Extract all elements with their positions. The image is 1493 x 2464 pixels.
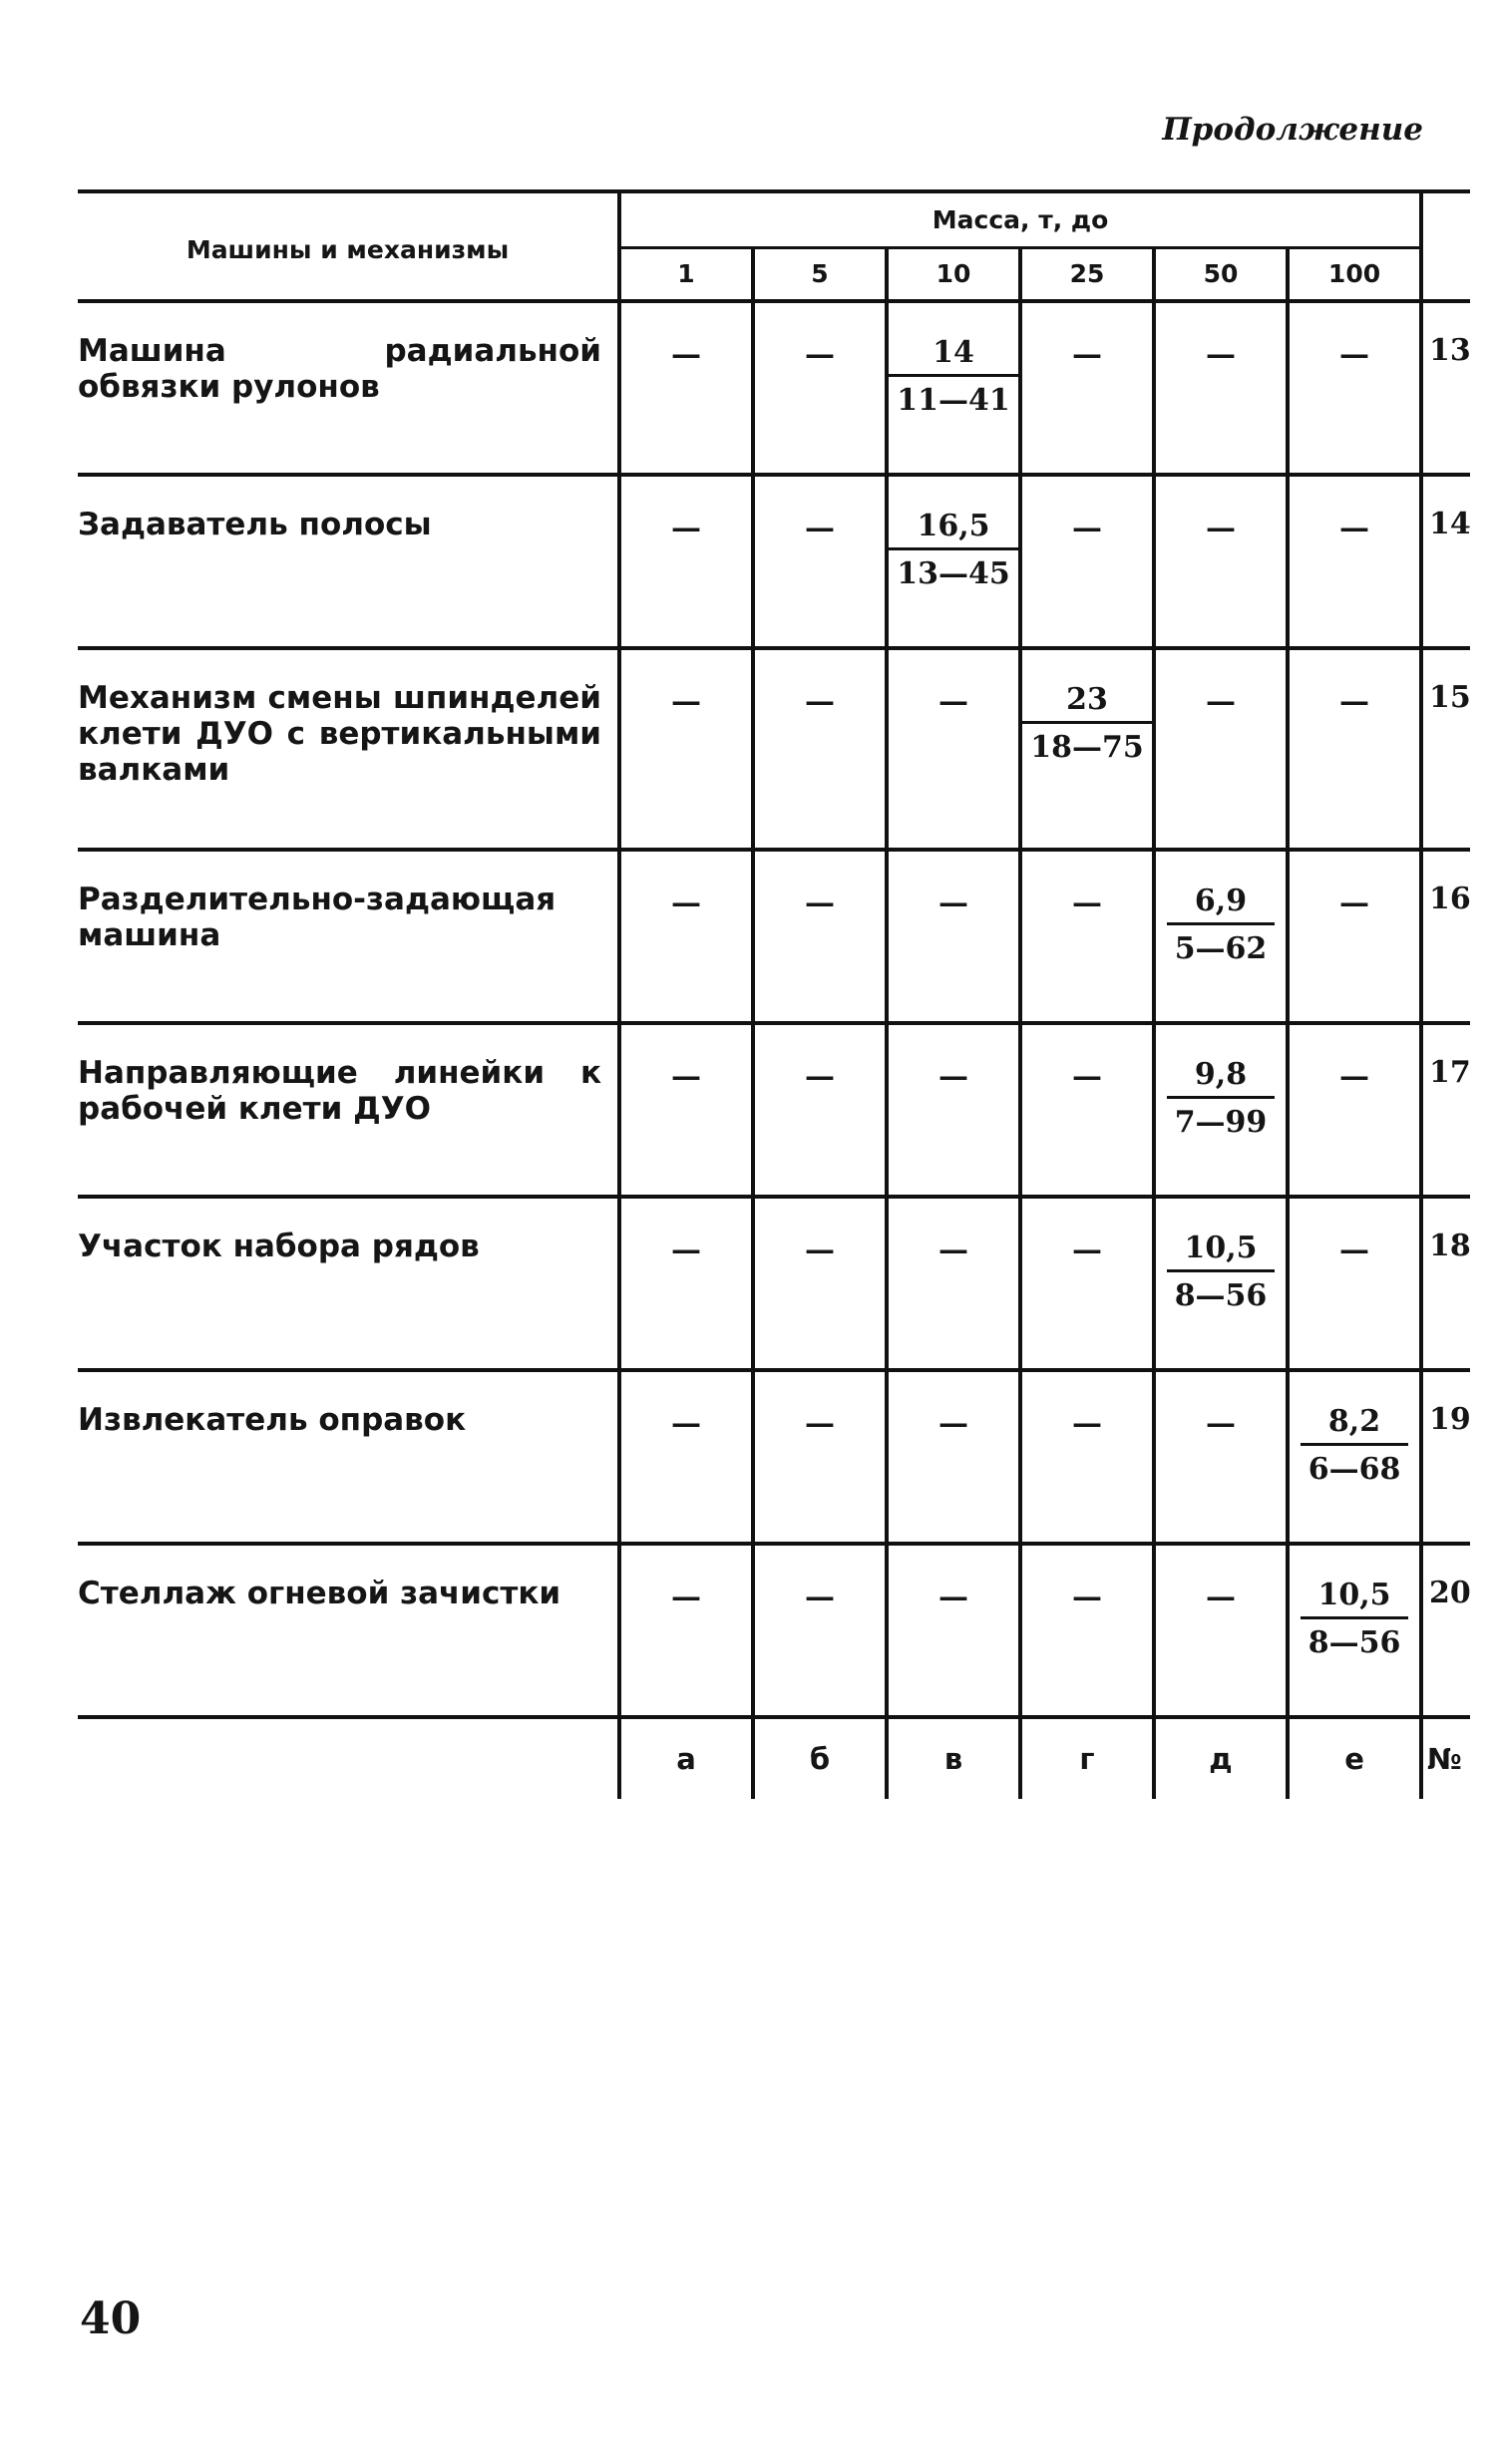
- row-number: 14: [1421, 475, 1470, 648]
- header-machines: Машины и механизмы: [78, 191, 619, 301]
- fraction-numerator: 23: [1022, 682, 1152, 724]
- dash: —: [1339, 1059, 1370, 1094]
- table-row: [78, 301, 1470, 475]
- mass-empty-cell: [753, 1544, 887, 1717]
- mass-empty-cell: [1288, 301, 1421, 475]
- dash: —: [805, 1232, 835, 1267]
- mass-empty-cell: [1288, 648, 1421, 850]
- fraction: [1167, 1231, 1276, 1313]
- mass-fraction-cell: [887, 475, 1020, 648]
- dash: —: [1206, 684, 1236, 719]
- mass-empty-cell: [619, 1544, 753, 1717]
- dash: —: [938, 1232, 968, 1267]
- column-letter: д: [1154, 1717, 1288, 1799]
- mass-fraction-cell: [1154, 1197, 1288, 1370]
- dash: —: [1072, 337, 1102, 372]
- fraction-denominator: 8—56: [1307, 1625, 1401, 1660]
- dash: —: [1206, 511, 1236, 545]
- dash: —: [1339, 684, 1370, 719]
- dash: —: [1072, 511, 1102, 545]
- continuation-heading: Продолжение: [1162, 112, 1423, 148]
- mass-empty-cell: [1020, 1370, 1154, 1544]
- fraction-denominator: 7—99: [1174, 1105, 1268, 1140]
- mass-empty-cell: [887, 1023, 1020, 1197]
- mass-empty-cell: [1020, 1197, 1154, 1370]
- dash: —: [671, 1406, 701, 1441]
- mass-fraction-cell: [1020, 648, 1154, 850]
- mass-empty-cell: [1020, 475, 1154, 648]
- header-mass-col-25: 25: [1020, 247, 1154, 301]
- fraction-denominator: 8—56: [1174, 1278, 1268, 1313]
- mass-empty-cell: [887, 1370, 1020, 1544]
- header-mass-col-1: 1: [619, 247, 753, 301]
- dash: —: [938, 1059, 968, 1094]
- dash: —: [671, 1232, 701, 1267]
- mass-empty-cell: [887, 1544, 1020, 1717]
- mass-fraction-cell: [1288, 1370, 1421, 1544]
- mass-empty-cell: [887, 648, 1020, 850]
- machine-name: Разделительно-задающая машина: [78, 850, 619, 1023]
- machine-name: Механизм смены шпинделей клети ДУО с вертикальными валками: [78, 648, 619, 850]
- header-mass-col-10: 10: [887, 247, 1020, 301]
- mass-empty-cell: [753, 1197, 887, 1370]
- mass-fraction-cell: [1288, 1544, 1421, 1717]
- dash: —: [805, 684, 835, 719]
- mass-empty-cell: [753, 648, 887, 850]
- row-number: 15: [1421, 648, 1470, 850]
- dash: —: [938, 684, 968, 719]
- mass-empty-cell: [1288, 1197, 1421, 1370]
- table-row: [78, 475, 1470, 648]
- row-number: 20: [1421, 1544, 1470, 1717]
- fraction-numerator: 9,8: [1167, 1057, 1276, 1099]
- row-number: 19: [1421, 1370, 1470, 1544]
- mass-empty-cell: [753, 1023, 887, 1197]
- header-mass-col-100: 100: [1288, 247, 1421, 301]
- fraction-denominator: 18—75: [1030, 730, 1144, 765]
- dash: —: [805, 337, 835, 372]
- dash: —: [671, 1580, 701, 1614]
- row-number: 16: [1421, 850, 1470, 1023]
- table-row: [78, 1023, 1470, 1197]
- mass-empty-cell: [619, 475, 753, 648]
- dash: —: [805, 1406, 835, 1441]
- mass-empty-cell: [1288, 1023, 1421, 1197]
- dash: —: [671, 337, 701, 372]
- table-row: [78, 1197, 1470, 1370]
- mass-empty-cell: [1154, 475, 1288, 648]
- fraction: [889, 509, 1018, 591]
- mass-empty-cell: [619, 301, 753, 475]
- dash: —: [671, 511, 701, 545]
- dash: —: [1072, 1232, 1102, 1267]
- mass-empty-cell: [1154, 648, 1288, 850]
- dash: —: [1339, 1232, 1370, 1267]
- mass-empty-cell: [619, 1197, 753, 1370]
- dash: —: [805, 885, 835, 920]
- dash: —: [1206, 1580, 1236, 1614]
- mass-fraction-cell: [1154, 850, 1288, 1023]
- mass-empty-cell: [1154, 1544, 1288, 1717]
- header-mass-col-5: 5: [753, 247, 887, 301]
- machine-name: Машина радиальной обвязки рулонов: [78, 301, 619, 475]
- page-number: 40: [80, 2293, 142, 2344]
- mass-empty-cell: [1020, 1544, 1154, 1717]
- dash: —: [1072, 1580, 1102, 1614]
- dash: —: [1072, 1406, 1102, 1441]
- table-row: [78, 648, 1470, 850]
- number-label: №: [1427, 1742, 1462, 1776]
- column-letter: в: [887, 1717, 1020, 1799]
- mass-empty-cell: [753, 850, 887, 1023]
- fraction: [1167, 883, 1276, 966]
- mass-fraction-cell: [887, 301, 1020, 475]
- fraction-denominator: 5—62: [1174, 931, 1268, 966]
- mass-empty-cell: [1020, 1023, 1154, 1197]
- fraction-numerator: 16,5: [889, 509, 1018, 550]
- fraction: [1167, 1057, 1276, 1140]
- fraction-denominator: 11—41: [897, 383, 1010, 418]
- dash: —: [1339, 885, 1370, 920]
- column-letter: б: [753, 1717, 887, 1799]
- dash: —: [938, 885, 968, 920]
- dash: —: [1072, 1059, 1102, 1094]
- mass-empty-cell: [619, 1023, 753, 1197]
- machine-name: Участок набора рядов: [78, 1197, 619, 1370]
- mass-fraction-cell: [1154, 1023, 1288, 1197]
- mass-empty-cell: [1020, 850, 1154, 1023]
- fraction-numerator: 10,5: [1301, 1578, 1409, 1619]
- dash: —: [1206, 337, 1236, 372]
- mass-empty-cell: [753, 475, 887, 648]
- fraction: [1301, 1404, 1409, 1487]
- machine-name: Стеллаж огневой зачистки: [78, 1544, 619, 1717]
- fraction-numerator: 10,5: [1167, 1231, 1276, 1272]
- fraction-numerator: 6,9: [1167, 883, 1276, 925]
- table-row: [78, 1544, 1470, 1717]
- machine-name: Задаватель полосы: [78, 475, 619, 648]
- header-mass: Масса, т, до: [619, 191, 1421, 247]
- fraction: [1301, 1578, 1409, 1660]
- column-letter: а: [619, 1717, 753, 1799]
- mass-empty-cell: [1288, 850, 1421, 1023]
- row-number: 18: [1421, 1197, 1470, 1370]
- column-letters-row: [78, 1717, 1470, 1799]
- column-letter: е: [1288, 1717, 1421, 1799]
- dash: —: [938, 1580, 968, 1614]
- mass-empty-cell: [887, 850, 1020, 1023]
- dash: —: [671, 1059, 701, 1094]
- mass-empty-cell: [753, 301, 887, 475]
- mass-empty-cell: [1154, 301, 1288, 475]
- mass-empty-cell: [753, 1370, 887, 1544]
- table-row: [78, 1370, 1470, 1544]
- mass-table: [78, 189, 1470, 1799]
- dash: —: [805, 511, 835, 545]
- table-row: [78, 850, 1470, 1023]
- dash: —: [1072, 885, 1102, 920]
- dash: —: [1206, 1406, 1236, 1441]
- dash: —: [1339, 337, 1370, 372]
- dash: —: [805, 1580, 835, 1614]
- fraction-denominator: 6—68: [1307, 1452, 1401, 1487]
- fraction: [889, 335, 1018, 418]
- machine-name: Направляющие линейки к рабочей клети ДУО: [78, 1023, 619, 1197]
- row-number: 17: [1421, 1023, 1470, 1197]
- dash: —: [671, 885, 701, 920]
- fraction: [1022, 682, 1152, 765]
- mass-empty-cell: [1154, 1370, 1288, 1544]
- mass-empty-cell: [1288, 475, 1421, 648]
- dash: —: [805, 1059, 835, 1094]
- table-body: [78, 301, 1470, 1717]
- mass-empty-cell: [619, 648, 753, 850]
- fraction-numerator: 14: [889, 335, 1018, 377]
- dash: —: [1339, 511, 1370, 545]
- column-letter: г: [1020, 1717, 1154, 1799]
- mass-empty-cell: [619, 850, 753, 1023]
- row-number: 13: [1421, 301, 1470, 475]
- fraction-numerator: 8,2: [1301, 1404, 1409, 1446]
- mass-empty-cell: [619, 1370, 753, 1544]
- header-mass-col-50: 50: [1154, 247, 1288, 301]
- dash: —: [938, 1406, 968, 1441]
- mass-empty-cell: [887, 1197, 1020, 1370]
- fraction-denominator: 13—45: [897, 556, 1010, 591]
- machine-name: Извлекатель оправок: [78, 1370, 619, 1544]
- dash: —: [671, 684, 701, 719]
- mass-empty-cell: [1020, 301, 1154, 475]
